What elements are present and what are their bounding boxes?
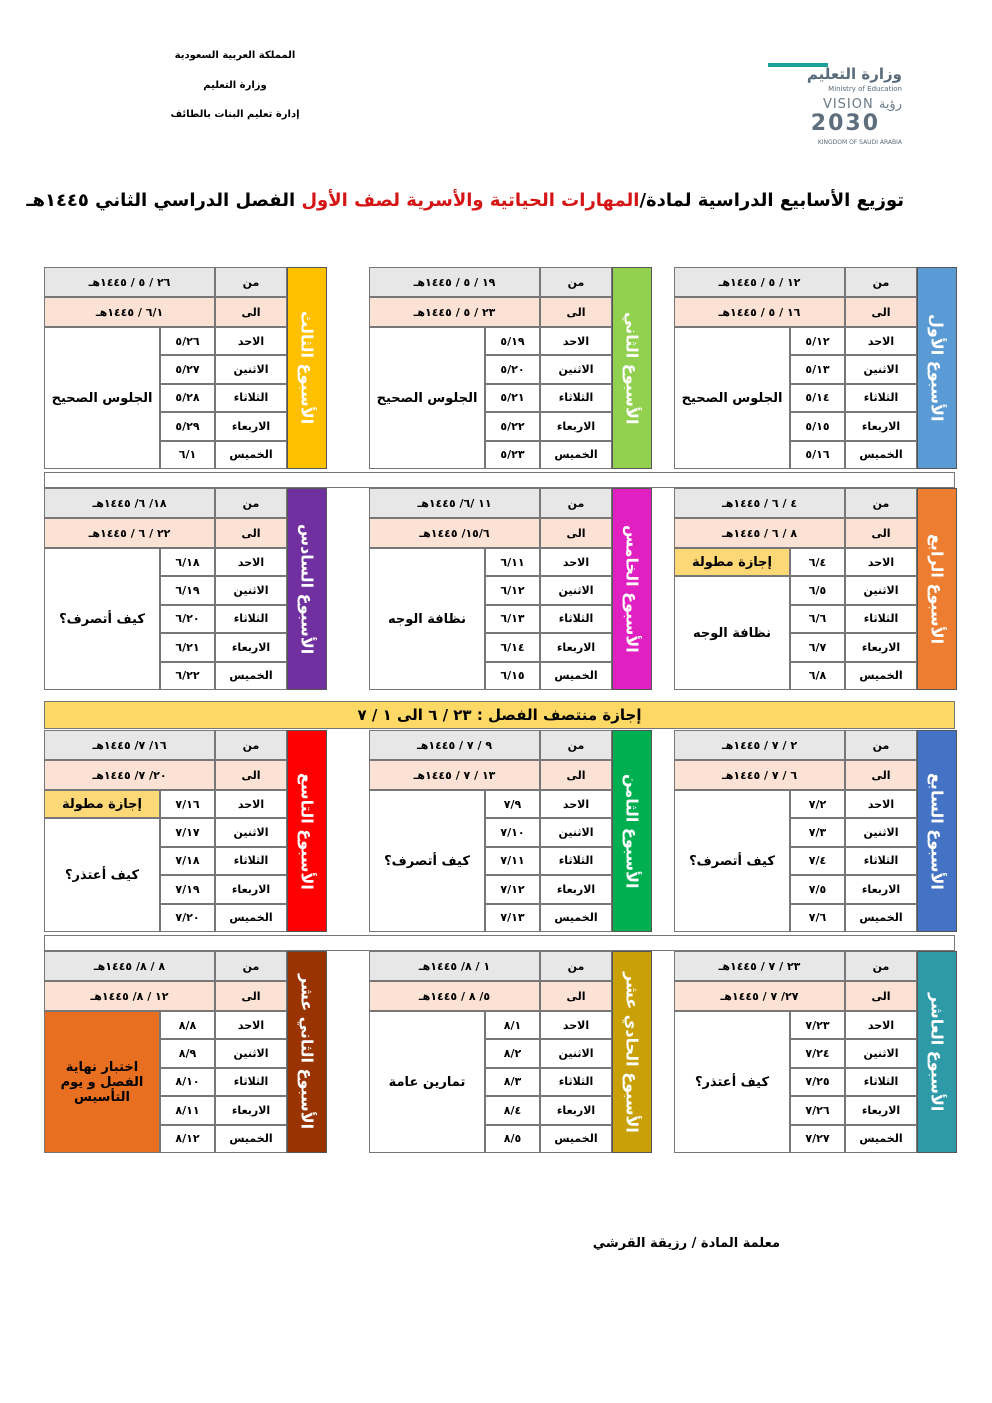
lesson-cell: كيف أتصرف؟ (674, 790, 790, 932)
day-label: الاحد (540, 327, 612, 355)
day-label: الخميس (215, 904, 287, 932)
day-date: ٨/١٢ (160, 1125, 215, 1153)
lesson-cell: كيف أتصرف؟ (369, 790, 485, 932)
lesson-cell: نظافة الوجه (369, 548, 485, 690)
lesson-cell: كيف أعتذر؟ (44, 818, 160, 932)
day-label: الاربعاء (540, 633, 612, 661)
day-label: الثلاثاء (845, 1068, 917, 1096)
logo-kingdom: KINGDOM OF SAUDI ARABIA (817, 139, 902, 146)
to-date: ٢٢ / ٦ / ١٤٤٥هـ (44, 518, 215, 548)
day-label: الاحد (845, 1011, 917, 1039)
day-label: الخميس (540, 904, 612, 932)
lesson-cell: كيف أتصرف؟ (44, 548, 160, 690)
day-date: ٧/١٢ (485, 875, 540, 903)
day-date: ٦/٧ (790, 633, 845, 661)
exam-cell: اختبار نهاية الفصل و يوم التأسيس (44, 1011, 160, 1153)
ministry-logo (760, 55, 910, 155)
to-date: ١٦ / ٥ / ١٤٤٥هـ (674, 297, 845, 327)
to-date: ١٥/٦/ ١٤٤٥هـ (369, 518, 540, 548)
day-date: ٦/١٢ (485, 576, 540, 604)
day-label: الخميس (215, 662, 287, 690)
from-date: ٢٣ / ٧ / ١٤٤٥هـ (674, 951, 845, 981)
day-date: ٦/١٣ (485, 605, 540, 633)
day-label: الخميس (540, 1125, 612, 1153)
day-label: الثلاثاء (215, 847, 287, 875)
from-label: من (540, 488, 612, 518)
day-label: الخميس (540, 441, 612, 469)
day-label: الاثنين (540, 818, 612, 846)
day-date: ٨/٣ (485, 1068, 540, 1096)
day-date: ٦/٦ (790, 605, 845, 633)
day-date: ٧/١٧ (160, 818, 215, 846)
day-date: ٨/١٠ (160, 1068, 215, 1096)
day-label: الخميس (215, 441, 287, 469)
to-label: الى (215, 981, 287, 1011)
from-label: من (215, 951, 287, 981)
to-label: الى (845, 981, 917, 1011)
to-label: الى (540, 760, 612, 790)
to-label: الى (540, 981, 612, 1011)
teacher-signature-line: معلمة المادة / رزيقة القرشي (592, 1236, 780, 1251)
day-label: الاثنين (540, 355, 612, 383)
day-label: الخميس (215, 1125, 287, 1153)
day-date: ٥/١٩ (485, 327, 540, 355)
from-date: ١٦/ ٧/ ١٤٤٥هـ (44, 730, 215, 760)
day-date: ٥/١٥ (790, 412, 845, 440)
week-name-bar: الأسبوع السادس (287, 488, 327, 690)
week-name-bar: الأسبوع التاسع (287, 730, 327, 932)
day-label: الاثنين (845, 818, 917, 846)
week-name-bar: الأسبوع الرابع (917, 488, 957, 690)
day-label: الخميس (845, 662, 917, 690)
from-label: من (845, 951, 917, 981)
day-date: ٥/٢١ (485, 384, 540, 412)
day-date: ٧/٢٠ (160, 904, 215, 932)
day-date: ٧/٢٦ (790, 1096, 845, 1124)
title-subject: المهارات الحياتية والأسرية لصف الأول (301, 190, 640, 211)
to-date: ٢٠/ ٧/ ١٤٤٥هـ (44, 760, 215, 790)
to-date: ٢٣ / ٥ / ١٤٤٥هـ (369, 297, 540, 327)
day-date: ٧/١١ (485, 847, 540, 875)
day-label: الثلاثاء (845, 847, 917, 875)
midterm-holiday-banner: إجازة منتصف الفصل : ٢٣ / ٦ الى ١ / ٧ (44, 701, 955, 729)
day-date: ٧/٢ (790, 790, 845, 818)
from-label: من (845, 267, 917, 297)
to-label: الى (540, 297, 612, 327)
day-date: ٨/١ (485, 1011, 540, 1039)
day-date: ٦/٨ (790, 662, 845, 690)
day-date: ٦/١ (160, 441, 215, 469)
day-label: الاحد (215, 548, 287, 576)
day-label: الاحد (540, 790, 612, 818)
from-date: ٨ / ٨/ ١٤٤٥هـ (44, 951, 215, 981)
day-label: الاربعاء (215, 875, 287, 903)
day-label: الاربعاء (540, 875, 612, 903)
logo-year: 2030 (810, 111, 880, 136)
day-label: الاثنين (215, 1039, 287, 1067)
day-date: ٧/١٠ (485, 818, 540, 846)
day-date: ٧/٥ (790, 875, 845, 903)
day-label: الاثنين (845, 1039, 917, 1067)
day-date: ٥/٢٨ (160, 384, 215, 412)
day-date: ٨/٢ (485, 1039, 540, 1067)
day-label: الاربعاء (845, 633, 917, 661)
day-label: الاربعاء (215, 412, 287, 440)
to-date: ٢٧/ ٧ / ١٤٤٥هـ (674, 981, 845, 1011)
from-label: من (215, 730, 287, 760)
header-ministry: وزارة التعليم (203, 80, 267, 91)
day-date: ٨/٤ (485, 1096, 540, 1124)
day-label: الاثنين (540, 1039, 612, 1067)
to-date: ٦/١ / ١٤٤٥هـ (44, 297, 215, 327)
day-date: ٦/١٥ (485, 662, 540, 690)
day-date: ٧/٣ (790, 818, 845, 846)
day-label: الثلاثاء (540, 605, 612, 633)
day-date: ٦/١٨ (160, 548, 215, 576)
from-date: ١ / ٨/ ١٤٤٥هـ (369, 951, 540, 981)
from-date: ٩ / ٧ / ١٤٤٥هـ (369, 730, 540, 760)
to-label: الى (845, 760, 917, 790)
day-date: ٥/١٣ (790, 355, 845, 383)
day-label: الاربعاء (845, 412, 917, 440)
day-date: ٧/٦ (790, 904, 845, 932)
day-label: الاثنين (845, 355, 917, 383)
day-date: ٥/٢٩ (160, 412, 215, 440)
day-label: الاحد (845, 548, 917, 576)
day-date: ٧/١٦ (160, 790, 215, 818)
day-date: ٧/١٣ (485, 904, 540, 932)
day-date: ٥/٢٢ (485, 412, 540, 440)
day-date: ٦/٥ (790, 576, 845, 604)
to-date: ١٢ / ٨/ ١٤٤٥هـ (44, 981, 215, 1011)
day-date: ٧/١٩ (160, 875, 215, 903)
day-label: الاثنين (845, 576, 917, 604)
day-date: ٦/٤ (790, 548, 845, 576)
page-title (26, 190, 904, 211)
day-date: ٦/١٩ (160, 576, 215, 604)
lesson-cell: تمارين عامة (369, 1011, 485, 1153)
day-label: الثلاثاء (540, 847, 612, 875)
to-label: الى (215, 760, 287, 790)
holiday-cell: إجازة مطولة (44, 790, 160, 818)
from-label: من (540, 730, 612, 760)
week-name-bar: الأسبوع الأول (917, 267, 957, 469)
to-label: الى (215, 297, 287, 327)
day-label: الاربعاء (540, 1096, 612, 1124)
day-date: ٥/٢٧ (160, 355, 215, 383)
day-label: الثلاثاء (215, 1068, 287, 1096)
week-name-bar: الأسبوع السابع (917, 730, 957, 932)
day-label: الخميس (845, 441, 917, 469)
from-label: من (540, 951, 612, 981)
day-date: ٧/٤ (790, 847, 845, 875)
day-label: الاربعاء (845, 1096, 917, 1124)
lesson-cell: كيف أعتذر؟ (674, 1011, 790, 1153)
row-separator (44, 935, 955, 951)
day-date: ٦/٢٢ (160, 662, 215, 690)
to-date: ٦ / ٧ / ١٤٤٥هـ (674, 760, 845, 790)
header-kingdom: المملكة العربية السعودية (174, 50, 296, 61)
day-label: الاحد (845, 327, 917, 355)
title-part1: توزيع الأسابيع الدراسية لمادة/ (639, 190, 904, 211)
day-label: الخميس (540, 662, 612, 690)
day-label: الاثنين (540, 576, 612, 604)
week-name-bar: الأسبوع الخامس (612, 488, 652, 690)
day-label: الاحد (845, 790, 917, 818)
week-name-bar: الأسبوع الثالث (287, 267, 327, 469)
day-date: ٦/٢٠ (160, 605, 215, 633)
day-date: ٥/١٦ (790, 441, 845, 469)
day-date: ٥/٢٣ (485, 441, 540, 469)
from-date: ١٨/ ٦/ ١٤٤٥هـ (44, 488, 215, 518)
day-label: الاثنين (215, 818, 287, 846)
from-date: ١٩ / ٥ / ١٤٤٥هـ (369, 267, 540, 297)
header-directorate: إدارة تعليم البنات بالطائف (170, 109, 300, 120)
to-date: ٥/ ٨ / ١٤٤٥هـ (369, 981, 540, 1011)
day-label: الاحد (215, 327, 287, 355)
to-label: الى (540, 518, 612, 548)
day-label: الاحد (540, 548, 612, 576)
day-date: ٨/٨ (160, 1011, 215, 1039)
day-label: الاثنين (215, 355, 287, 383)
day-date: ٥/١٤ (790, 384, 845, 412)
day-date: ٥/٢٦ (160, 327, 215, 355)
day-label: الثلاثاء (540, 1068, 612, 1096)
day-label: الثلاثاء (215, 384, 287, 412)
lesson-cell: نظافة الوجه (674, 576, 790, 690)
day-label: الثلاثاء (845, 605, 917, 633)
day-label: الاربعاء (845, 875, 917, 903)
logo-ministry-en: Ministry of Education (828, 85, 902, 93)
to-label: الى (215, 518, 287, 548)
title-term: الفصل الدراسي الثاني ١٤٤٥هـ (26, 190, 302, 211)
from-label: من (215, 488, 287, 518)
from-date: ١١ /٦/ ١٤٤٥هـ (369, 488, 540, 518)
day-label: الاثنين (215, 576, 287, 604)
day-date: ٧/١٨ (160, 847, 215, 875)
from-label: من (845, 488, 917, 518)
day-date: ٨/٥ (485, 1125, 540, 1153)
lesson-cell: الجلوس الصحيح (44, 327, 160, 469)
day-date: ٥/٢٠ (485, 355, 540, 383)
day-date: ٨/١١ (160, 1096, 215, 1124)
day-label: الخميس (845, 1125, 917, 1153)
day-label: الاحد (215, 790, 287, 818)
day-date: ٦/١١ (485, 548, 540, 576)
day-date: ٧/٢٤ (790, 1039, 845, 1067)
from-date: ٢ / ٧ / ١٤٤٥هـ (674, 730, 845, 760)
row-separator (44, 472, 955, 488)
week-name-bar: الأسبوع الحادي عشر (612, 951, 652, 1153)
day-date: ٧/٢٧ (790, 1125, 845, 1153)
day-date: ٥/١٢ (790, 327, 845, 355)
to-label: الى (845, 518, 917, 548)
from-date: ٤ / ٦ / ١٤٤٥هـ (674, 488, 845, 518)
from-label: من (215, 267, 287, 297)
day-label: الثلاثاء (845, 384, 917, 412)
day-date: ٧/٢٣ (790, 1011, 845, 1039)
week-name-bar: الأسبوع الثاني عشر (287, 951, 327, 1153)
from-date: ٢٦ / ٥ / ١٤٤٥هـ (44, 267, 215, 297)
to-date: ٨ / ٦ / ١٤٤٥هـ (674, 518, 845, 548)
logo-ministry-ar: وزارة التعليم (806, 65, 902, 83)
day-label: الاربعاء (215, 633, 287, 661)
day-label: الثلاثاء (215, 605, 287, 633)
from-label: من (845, 730, 917, 760)
holiday-cell: إجازة مطولة (674, 548, 790, 576)
from-date: ١٢ / ٥ / ١٤٤٥هـ (674, 267, 845, 297)
day-date: ٧/٩ (485, 790, 540, 818)
week-name-bar: الأسبوع الثاني (612, 267, 652, 469)
day-label: الاربعاء (215, 1096, 287, 1124)
logo-vision: VISION رؤية (822, 97, 902, 112)
day-label: الثلاثاء (540, 384, 612, 412)
day-date: ٧/٢٥ (790, 1068, 845, 1096)
day-label: الاحد (215, 1011, 287, 1039)
to-label: الى (845, 297, 917, 327)
lesson-cell: الجلوس الصحيح (369, 327, 485, 469)
day-date: ٦/١٤ (485, 633, 540, 661)
lesson-cell: الجلوس الصحيح (674, 327, 790, 469)
day-label: الخميس (845, 904, 917, 932)
day-label: الاربعاء (540, 412, 612, 440)
week-name-bar: الأسبوع العاشر (917, 951, 957, 1153)
day-date: ٨/٩ (160, 1039, 215, 1067)
from-label: من (540, 267, 612, 297)
week-name-bar: الأسبوع الثامن (612, 730, 652, 932)
day-date: ٦/٢١ (160, 633, 215, 661)
day-label: الاحد (540, 1011, 612, 1039)
to-date: ١٣ / ٧ / ١٤٤٥هـ (369, 760, 540, 790)
